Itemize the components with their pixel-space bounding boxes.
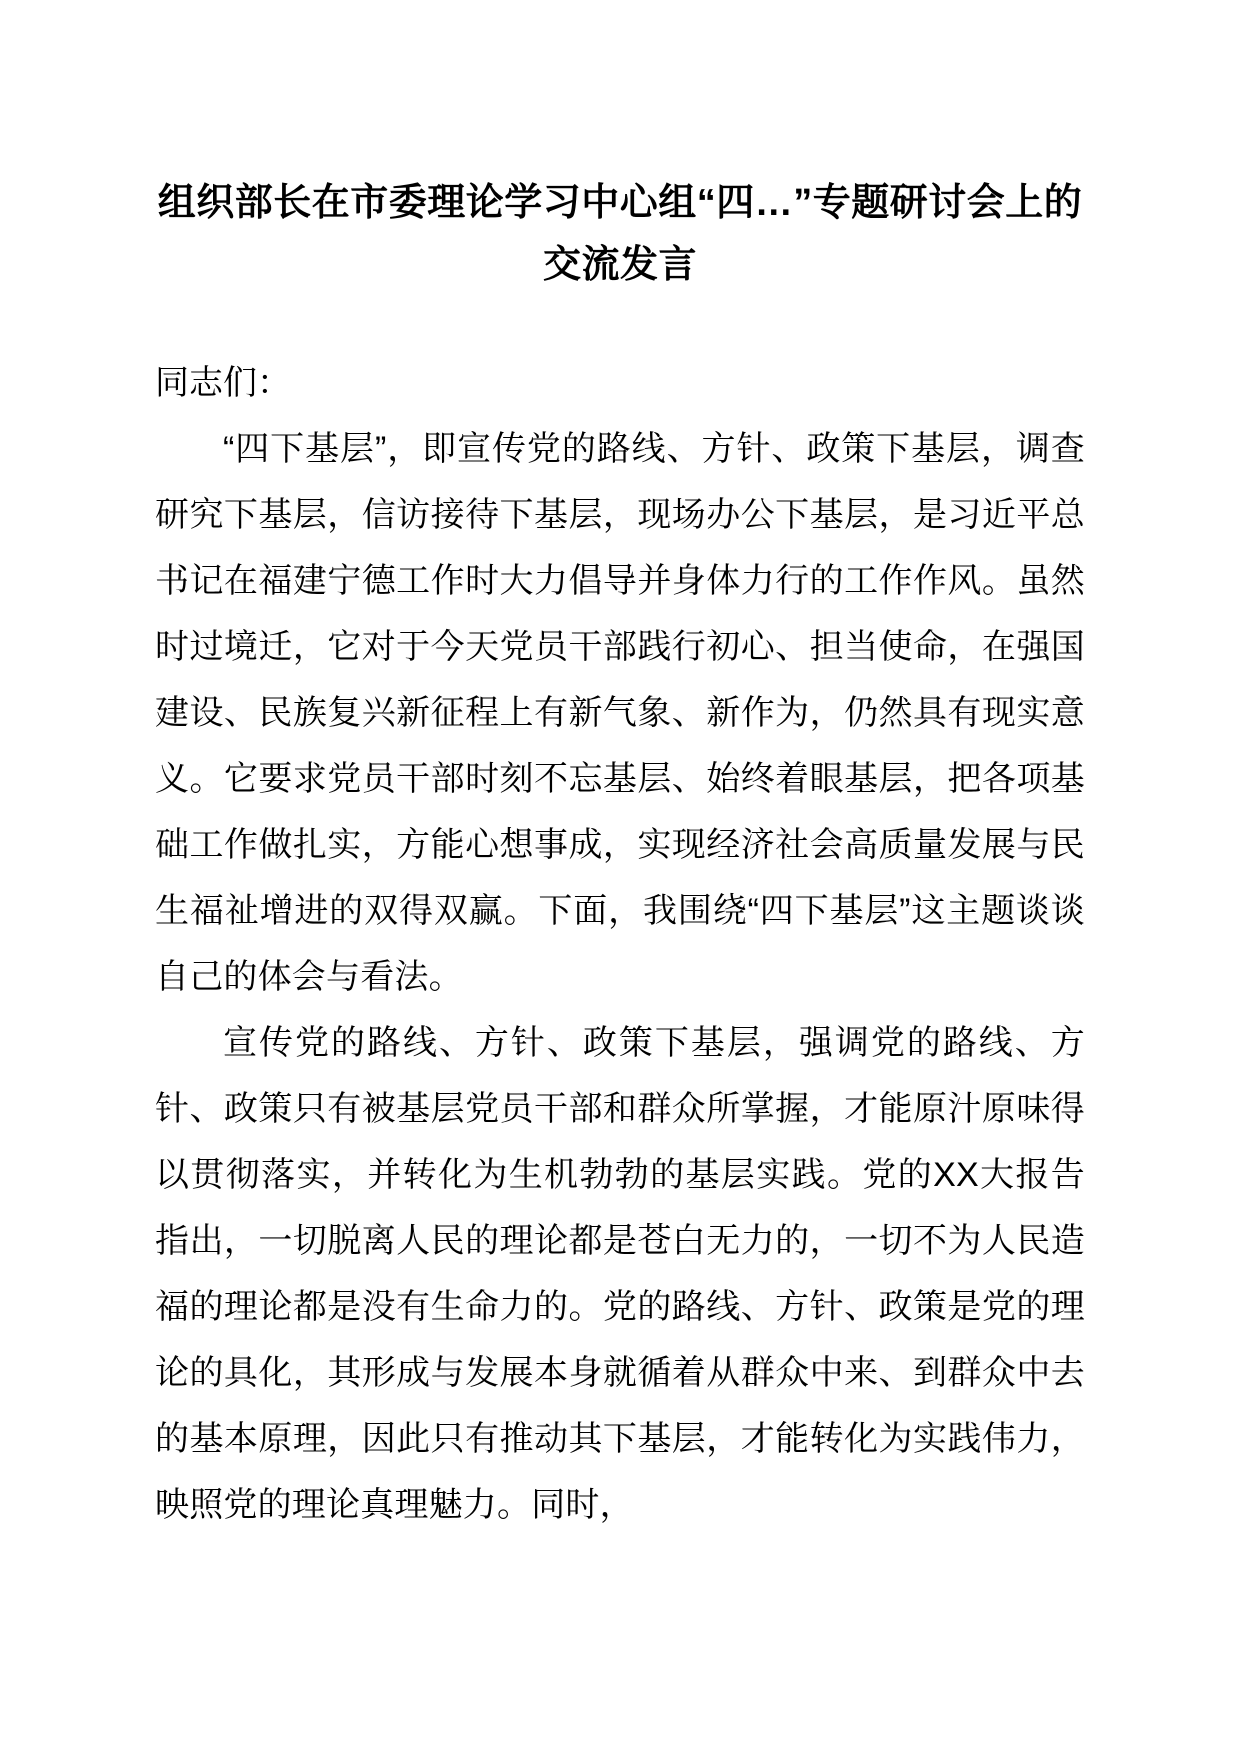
page-title-text: 组织部长在市委理论学习中心组“四…”专题研讨会上的交流发言 bbox=[157, 182, 1083, 286]
document-body bbox=[155, 0, 1085, 1538]
salutation: 同志们： bbox=[155, 364, 291, 402]
body-paragraph-1: “四下基层”，即宣传党的路线、方针、政策下基层，调查研究下基层，信访接待下基层，现场办公下基层，是习近平总书记在福建宁德工作时大力倡导并身体力行的工作作风。虽然时过境迁，它对于今天党员干部践行初心、担当使命，在强国建设、民族复兴新征程上有新气象、新作为，仍然具有现实意义。它要求党员干部时刻不忘基层、始终着眼基层，把各项基础工作做扎实，方能心想事成，实现经济社会高质量发展与民生福祉增进的双得双赢。下面，我围绕“四下基层”这主题谈谈自己的体会与看法。 bbox=[155, 430, 1085, 996]
body-paragraph-2: 宣传党的路线、方针、政策下基层，强调党的路线、方针、政策只有被基层党员干部和群众所掌握，才能原汁原味得以贯彻落实，并转化为生机勃勃的基层实践。党的XX大报告指出，一切脱离人民的理论都是苍白无力的，一切不为人民造福的理论都是没有生命力的。党的路线、方针、政策是党的理论的具化，其形成与发展本身就循着从群众中来、到群众中去的基本原理，因此只有推动其下基层，才能转化为实践伟力，映照党的理论真理魅力。同时， bbox=[155, 1024, 1085, 1524]
page-title bbox=[155, 0, 1085, 296]
